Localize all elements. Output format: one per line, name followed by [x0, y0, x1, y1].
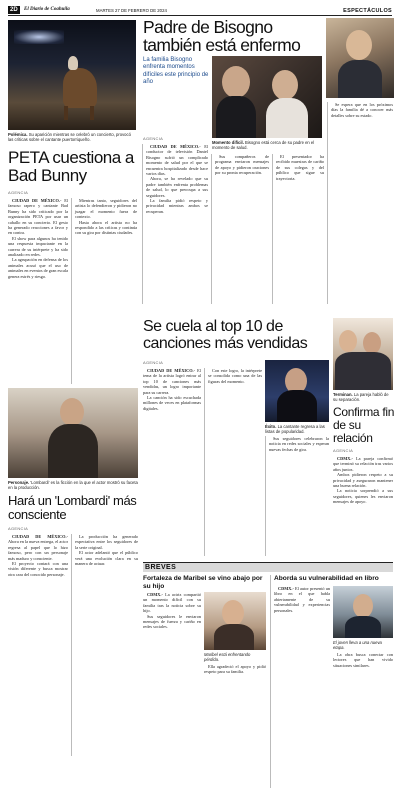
bad-bunny-byline: AGENCIA [8, 190, 29, 195]
page-number: 2D [10, 7, 18, 13]
breve1-paragraph: La actriz compartió un momento difícil con su familia tras la noticia sobre su hijo. [143, 592, 201, 614]
bisogno-body-col4 [327, 102, 393, 304]
lombardi-byline: AGENCIA [8, 526, 29, 531]
lombardi-paragraph: El actor adelantó que el público verá una evolución clara en su manera de actuar. [75, 550, 138, 567]
peso-paragraph: Sus seguidores celebraron la noticia en redes sociales y esperan nuevas fechas de gira. [269, 436, 329, 452]
paper-name: El Diario de Coahuila [24, 7, 70, 12]
breve1-headline: Fortaleza de Maribel se vino abajo por su hijo [143, 575, 263, 590]
peso-paragraph: La canción ha sido escuchada millones de veces en plataformas digitales. [143, 395, 201, 411]
breves-divider [270, 575, 271, 788]
confirma-caption-lead: Terminan. [333, 392, 353, 397]
bisogno-dateline: CIUDAD DE MÉXICO.- [150, 144, 201, 149]
lombardi-photo [8, 388, 138, 478]
breve1-paragraph: Sus seguidores le enviaron mensajes de fuerza y cariño en redes sociales. [143, 613, 201, 630]
bad-bunny-body-col2 [71, 198, 137, 384]
breve1-caption: Maribel está enfrentando pérdida. [204, 652, 251, 663]
breve1-dateline: CDMX.- [147, 592, 163, 597]
bad-bunny-paragraph: Hasta ahora el artista no ha respondido a las críticas y continúa con su gira por distintas ciudades. [75, 219, 137, 236]
breve2-paragraph: El autor presentó un libro en el que habla abiertamente de su vulnerabilidad y experiencias personales. [274, 586, 330, 613]
lombardi-headline: Hará un 'Lombardi' más consciente [8, 493, 137, 522]
bad-bunny-paragraph: La agrupación en defensa de los animales acusó que el uso de animales en eventos de gran escala genera estrés y riesgo. [8, 257, 68, 279]
peso-body-col3 [265, 436, 329, 556]
bisogno-paragraph: El conductor de televisión Daniel Bisogno sufrió un complicado momento de salud por el que se encuentra hospitalizado desde hace varios días. [146, 144, 208, 177]
bad-bunny-dateline: CIUDAD DE MÉXICO.- [12, 198, 62, 203]
peso-byline: AGENCIA [143, 360, 164, 365]
bad-bunny-caption-text: Su aparición mientras se celebró un concierto, provocó las críticas sobre el cantante puertorriqueño. [8, 132, 131, 143]
peso-caption-lead: Éxito. [265, 424, 277, 429]
breve2-photo [333, 586, 393, 638]
bisogno-headline: Padre de Bisogno también está enfermo [143, 17, 301, 55]
breve2-body-col2 [333, 652, 393, 788]
bad-bunny-paragraph: El show para algunos ha tenido una respuesta impactante en la carrera de su intérprete y ha sido analizado en redes. [8, 235, 68, 258]
section-name: ESPECTÁCULOS [343, 7, 392, 14]
breve2-paragraph: La obra busca conectar con lectores que han vivido situaciones similares. [333, 652, 393, 668]
bisogno-small-photo [326, 18, 394, 98]
bad-bunny-headline: PETA cuestiona a Bad Bunny [8, 148, 134, 185]
bisogno-body-col1 [142, 144, 208, 304]
lombardi-body-col1 [8, 534, 68, 756]
bisogno-paragraph: Sus compañeros de programa enviaron mensajes de apoyo y pidieron oraciones por su pronta recuperación. [215, 154, 269, 176]
confirma-headline: Confirma fin de su relación [333, 405, 395, 445]
lombardi-paragraph: El proyecto contará con una visión diferente y busca mostrar otra cara del conocido personaje. [8, 561, 68, 577]
confirma-paragraph: Ambos pidieron respeto a su privacidad y aseguraron mantener una buena relación. [333, 472, 393, 489]
lombardi-body-col2 [71, 534, 138, 756]
page-header [8, 6, 392, 16]
peso-dateline: CIUDAD DE MÉXICO.- [147, 368, 196, 373]
confirma-paragraph: La pareja confirmó que terminó su relación tras varios años juntos. [333, 456, 393, 472]
breves-label: BREVES [145, 564, 177, 571]
confirma-body [333, 456, 393, 558]
peso-caption-text: La cantante regresa a las listas de popularidad. [265, 424, 325, 435]
bad-bunny-paragraph: Mientras tanto, seguidores del artista lo defendieron y pidieron no juzgar el momento fuera de contexto. [75, 198, 137, 220]
peso-headline: Se cuela al top 10 de canciones más vendidas [143, 318, 308, 352]
breve1-body-col2 [204, 664, 266, 788]
confirma-caption-text: La pareja habló de su separación. [333, 392, 389, 403]
peso-body-col1 [143, 368, 201, 556]
breve2-dateline: CDMX.- [278, 586, 294, 591]
confirma-paragraph: La noticia sorprendió a sus seguidores, quienes les enviaron mensajes de apoyo. [333, 488, 393, 505]
bad-bunny-caption [8, 132, 136, 142]
breve1-body-col1 [143, 592, 201, 788]
bad-bunny-body-col1 [8, 198, 68, 384]
lombardi-paragraph: La producción ha generado expectativa entre los seguidores de la serie original. [75, 534, 138, 550]
bad-bunny-caption-lead: Polémica. [8, 132, 28, 137]
bisogno-body-col3 [272, 154, 324, 304]
breve2-headline: Aborda su vulnerabilidad en libro [274, 575, 379, 582]
lombardi-dateline: CIUDAD DE MÉXICO.- [12, 534, 68, 539]
bisogno-caption-text: Bisogno está cerca de su padre en el momento de salud. [212, 140, 315, 151]
peso-body-col2 [204, 368, 262, 556]
bad-bunny-photo [8, 20, 136, 130]
breve1-photo [204, 592, 266, 650]
bisogno-body-col2 [211, 154, 269, 304]
lombardi-caption-lead: Personaje. [8, 480, 30, 485]
confirma-caption [333, 392, 393, 402]
bisogno-photo-caption [212, 140, 324, 150]
bisogno-paragraph: Se espera que en los próximos días la familia dé a conocer más detalles sobre su estado. [331, 102, 393, 118]
bisogno-deck: La familia Bisogno enfrenta momentos difíciles este principio de año [143, 57, 209, 86]
bisogno-paragraph: El presentador ha recibido muestras de cariño de sus colegas y del público que sigue su trayectoria. [276, 154, 324, 181]
breves-bar [143, 562, 393, 572]
lombardi-caption-text: 'Lombardi' es la ficción en la que el actor mostró su faceta en la producción. [8, 480, 138, 491]
confirma-byline: AGENCIA [333, 448, 354, 453]
confirma-dateline: CDMX.- [337, 456, 353, 461]
peso-photo [265, 360, 329, 422]
peso-caption [265, 424, 329, 434]
bisogno-paragraph: La familia pidió respeto y privacidad mientras ambos se recuperan. [146, 198, 208, 214]
peso-paragraph: El tema de la artista logró entrar al top 10 de canciones más vendidas, un logro importante para su carrera. [143, 368, 201, 395]
bisogno-main-photo [212, 56, 322, 138]
breve2-body-col1 [274, 586, 330, 788]
breve1-paragraph: Ella agradeció el apoyo y pidió respeto para su familia. [204, 664, 266, 675]
lombardi-paragraph: Ahora en la nueva entrega, el actor regresa al papel que lo hizo famoso, pero con un personaje más maduro y consciente. [8, 539, 68, 561]
breve2-caption: El joven lleva a una nueva etapa. [333, 640, 382, 651]
lombardi-caption [8, 480, 138, 490]
issue-date: MARTES 27 DE FEBRERO DE 2024 [96, 8, 167, 13]
bisogno-byline: AGENCIA [143, 136, 164, 141]
bisogno-paragraph: Ahora, se ha revelado que su padre también enfrenta problemas de salud, lo que preocupa a sus seguidores. [146, 176, 208, 198]
bad-bunny-paragraph: El famoso rapero y cantante Bad Bunny ha sido criticado por la organización PETA por usar un caballo en su concierto. El gesto ha generado reacciones a favor y en contra. [8, 198, 68, 236]
peso-paragraph: Con este logro, la intérprete se consolida como una de las figuras del momento. [208, 368, 262, 384]
bisogno-caption-lead: Momento difícil. [212, 140, 244, 145]
confirma-photo [333, 318, 393, 390]
